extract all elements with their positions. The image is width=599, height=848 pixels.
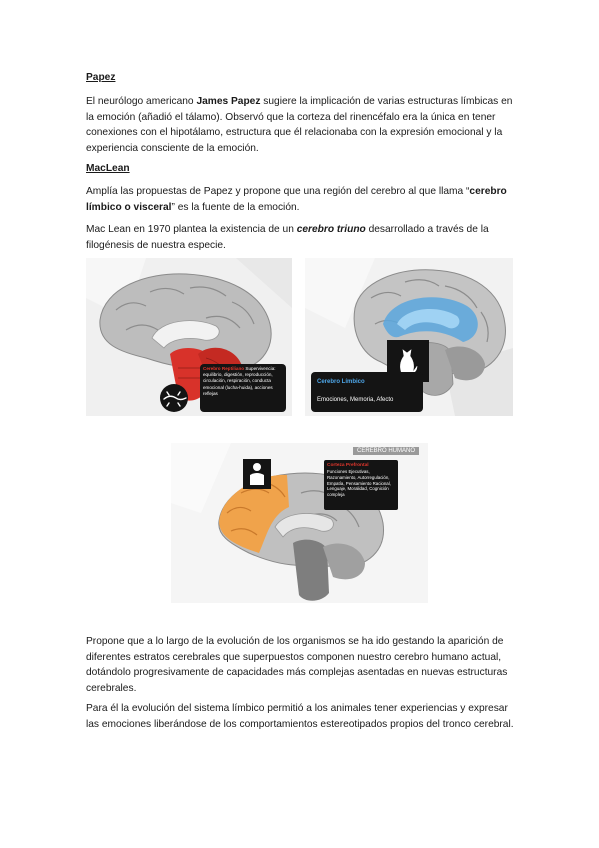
human-desc: Funciones Ejecutivas, Razonamiento, Autorregulación, Empatía, Pensamiento Racional, Lenguaje, Moralidad, Cognición compleja bbox=[327, 469, 391, 498]
heading-papez: Papez bbox=[86, 72, 116, 83]
text-run: El neurólogo americano bbox=[86, 96, 197, 107]
figure-reptilian-brain bbox=[86, 258, 292, 416]
text-bold-italic: cerebro triuno bbox=[296, 224, 366, 235]
text-run: Amplía las propuestas de Papez y propone que una región del cerebro al que llama “ bbox=[86, 186, 470, 197]
text-bold: cerebro límbico o visceral bbox=[86, 186, 507, 213]
limbic-label-box bbox=[311, 372, 423, 412]
paragraph-maclean-2 bbox=[86, 222, 518, 253]
paragraph-closing-1: Propone que a lo largo de la evolución de los organismos se ha ido gestando la aparición de diferentes estratos cerebrales que superpuestos componen nuestro cerebro humano actual, dotándolo progresivamente de capacidades más complejas asentadas en nuevas estructuras cerebrales. bbox=[86, 636, 508, 694]
text-run: desarrollado a través de la filogénesis de nuestra especie. bbox=[86, 224, 489, 251]
text-run: sugiere la implicación de varias estructuras límbicas en la emoción (añadió el tálamo). Observó que la corteza del rinencéfalo era la única en tener conexiones con el hipotálamo, estructura que él relacionaba con la expresión emocional y la experiencia consciente de la emoción. bbox=[86, 96, 513, 154]
figure-limbic-brain bbox=[305, 258, 513, 416]
human-label-box bbox=[324, 460, 398, 510]
text-run: ” es la fuente de la emoción. bbox=[171, 201, 300, 213]
human-title: Corteza Prefrontal bbox=[327, 463, 369, 468]
text-bold: James Papez bbox=[196, 96, 261, 107]
paragraph-papez bbox=[86, 94, 518, 156]
reptilian-label-box bbox=[200, 364, 286, 412]
human-header: CEREBRO HUMANO bbox=[353, 447, 419, 455]
limbic-title: Cerebro Límbico bbox=[317, 379, 365, 385]
limbic-desc: Emociones, Memoria, Afecto bbox=[317, 397, 394, 403]
reptilian-desc: Supervivencia: equilibrio, digestión, reproducción, circulación, respiración, conducta emocional (lucha-huida), acciones reflejas bbox=[203, 366, 276, 396]
text-run: Mac Lean en 1970 plantea la existencia de un bbox=[86, 224, 297, 235]
heading-maclean: MacLean bbox=[86, 163, 130, 174]
paragraph-maclean-1 bbox=[86, 184, 518, 215]
paragraph-closing-2: Para él la evolución del sistema límbico permitió a los animales tener experiencias y expresar las emociones liberándose de los comportamientos estereotipados propios del tronco cerebral. bbox=[86, 703, 514, 730]
figure-human-brain bbox=[171, 443, 428, 603]
reptilian-title: Cerebro Reptiliano bbox=[203, 366, 245, 371]
